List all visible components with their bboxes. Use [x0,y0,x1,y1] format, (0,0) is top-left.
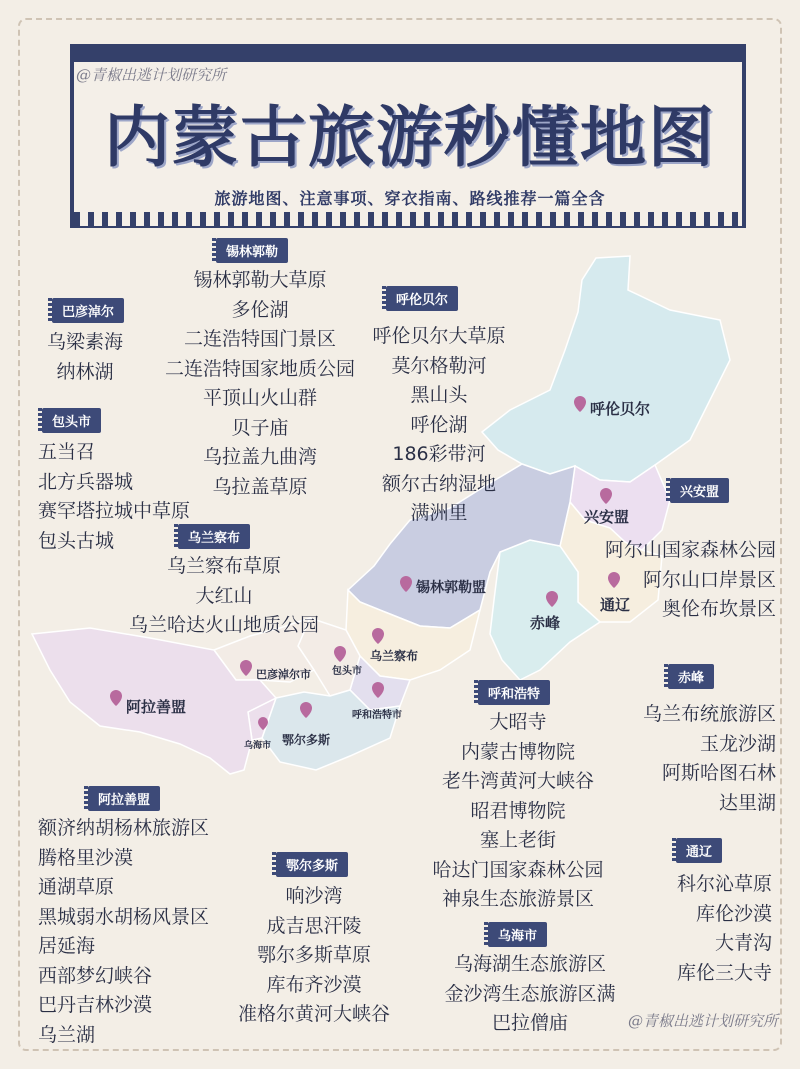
list-ordos [212,882,416,1030]
tag-ordos: 鄂尔多斯 [276,852,348,877]
tag-xingan: 兴安盟 [670,478,729,503]
list-xingan [556,536,776,625]
list-item: 阿斯哈图石林 [661,762,776,784]
tag-chifeng: 赤峰 [668,664,714,689]
list-item: 成吉思汗陵 [266,914,362,937]
list-item: 巴丹吉林沙漠 [38,994,153,1016]
list-item: 乌兰哈达火山地质公园 [128,614,319,636]
list-item: 186彩带河 [392,443,486,465]
title-top-bar [70,44,746,58]
list-item: 科尔沁草原 [676,873,772,895]
list-item: 赛罕塔拉城中草原 [38,500,191,522]
list-item: 大红山 [195,584,253,607]
list-item: 锡林郭勒大草原 [193,269,327,291]
list-item: 准格尔黄河大峡谷 [237,1003,390,1025]
tag-wuhai: 乌海市 [488,922,547,947]
tag-hohhot: 呼和浩特 [478,680,550,705]
tag-xilingol: 锡林郭勒 [216,238,288,263]
list-item: 居延海 [38,935,96,957]
map-label-xingan: 兴安盟 [584,508,630,526]
list-item: 多伦湖 [231,298,289,321]
list-item: 库布齐沙漠 [266,973,362,996]
list-item: 纳林湖 [56,360,114,383]
tag-bayannur: 巴彦淖尔 [52,298,124,323]
map-label-wuhai: 乌海市 [244,741,272,751]
list-item: 贝子庙 [231,416,289,439]
watermark-top: @青椒出逃计划研究所 [76,66,227,84]
map-label-bayannur: 巴彦淖尔市 [256,668,311,681]
title-filmstrip [74,212,742,226]
list-item: 平顶山火山群 [202,387,317,409]
list-item: 莫尔格勒河 [391,354,487,377]
list-item: 昭君博物院 [470,799,566,822]
list-item: 老牛湾黄河大峡谷 [441,770,594,792]
list-item: 西部梦幻峡谷 [38,964,153,987]
list-item: 通湖草原 [38,876,115,898]
list-item: 乌拉盖九曲湾 [202,446,317,468]
list-item: 大昭寺 [489,711,547,733]
list-item: 巴拉僧庙 [491,1012,568,1034]
list-item: 内蒙古博物院 [460,740,575,763]
list-item: 鄂尔多斯草原 [256,944,371,966]
list-item: 阿尔山口岸景区 [642,568,776,591]
list-ulanqab [106,552,342,641]
list-item: 玉龙沙湖 [699,732,776,755]
map-label-baotou: 包头市 [332,666,362,677]
list-item: 黑城弱水胡杨风景区 [38,905,210,928]
list-item: 大青沟 [714,932,772,954]
list-item: 哈达门国家森林公园 [432,858,604,881]
list-item: 奥伦布坎景区 [661,598,776,620]
list-item: 阿尔山国家森林公园 [604,539,776,561]
tag-tongliao: 通辽 [676,838,722,863]
list-hulunbuir [356,322,522,529]
list-item: 二连浩特国门景区 [183,328,336,350]
list-item: 北方兵器城 [38,470,134,493]
list-item: 库伦三大寺 [676,961,772,984]
map-label-ordos: 鄂尔多斯 [282,733,331,747]
list-hohhot [400,708,636,915]
list-wuhai [412,950,648,1039]
list-item: 乌兰湖 [38,1023,96,1046]
list-item: 乌兰布统旅游区 [642,703,776,725]
tag-alxa: 阿拉善盟 [88,786,160,811]
list-bayannur [28,328,142,387]
list-item: 达里湖 [718,791,776,814]
list-item: 额济纳胡杨林旅游区 [38,817,210,839]
list-item: 五当召 [38,441,96,463]
list-item: 乌梁素海 [46,331,123,353]
list-item: 响沙湾 [285,885,343,907]
map-label-ulanqab: 乌兰察布 [370,649,419,663]
list-alxa [38,814,209,1050]
list-item: 库伦沙漠 [695,902,772,925]
map-label-chifeng: 赤峰 [530,614,561,632]
list-item: 金沙湾生态旅游区满 [444,982,616,1005]
list-item: 乌海湖生态旅游区 [453,953,606,975]
page-subtitle: 旅游地图、注意事项、穿衣指南、路线推荐一篇全含 [214,189,606,208]
list-item: 呼伦湖 [410,413,468,436]
page-title: 内蒙古旅游秒懂地图 [104,99,716,176]
map-label-tongliao: 通辽 [600,596,631,614]
list-item: 满洲里 [410,502,468,524]
list-item: 二连浩特国家地质公园 [164,357,355,380]
list-item: 乌兰察布草原 [166,555,281,577]
watermark-bottom: @青椒出逃计划研究所 [627,1012,778,1030]
list-item: 黑山头 [410,384,468,406]
list-baotou [38,438,190,556]
list-item: 腾格里沙漠 [38,846,134,869]
map-label-hulunbuir: 呼伦贝尔 [590,400,651,418]
map-label-xilingol: 锡林郭勒盟 [416,580,486,596]
list-item: 乌拉盖草原 [212,475,308,498]
map-label-hohhot: 呼和浩特市 [352,710,402,721]
list-item: 额尔古纳湿地 [381,472,496,495]
list-item: 包头古城 [38,529,115,552]
tag-hulunbuir: 呼伦贝尔 [386,286,458,311]
map-label-alxa: 阿拉善盟 [126,698,187,716]
tag-ulanqab: 乌兰察布 [178,524,250,549]
list-item: 神泉生态旅游景区 [441,888,594,910]
list-item: 呼伦贝尔大草原 [372,325,506,347]
list-item: 塞上老街 [479,829,556,851]
tag-baotou: 包头市 [42,408,101,433]
